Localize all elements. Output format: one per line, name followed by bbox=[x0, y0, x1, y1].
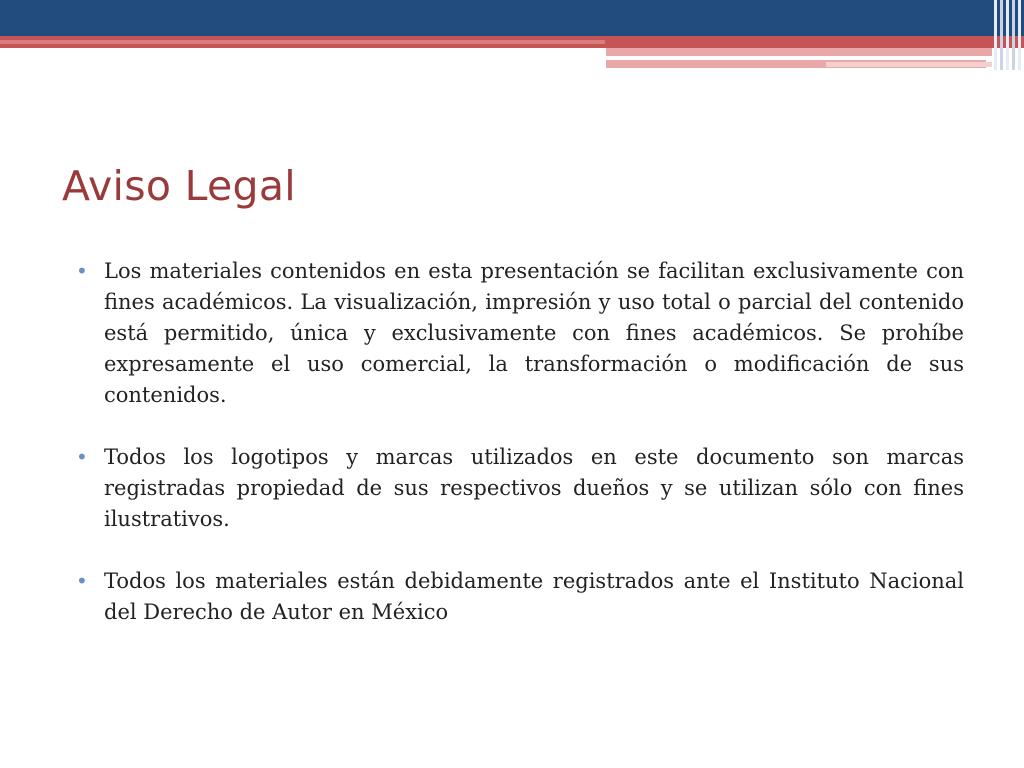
bullet-icon: • bbox=[76, 569, 88, 593]
header-divider bbox=[0, 48, 606, 52]
bullet-text: Todos los materiales están debidamente registrados ante el Instituto Nacional del Derecho de Autor en México bbox=[104, 569, 964, 624]
header-pink-stripe-light bbox=[826, 62, 992, 67]
bullet-text: Los materiales contenidos en esta presentación se facilitan exclusivamente con fines académicos. La visualización, impresión y uso total o parcial del contenido está permitido, única y exclusivamente con fines académicos. Se prohíbe expresamente el uso comercial, la transformación o modificación de sus contenidos. bbox=[104, 259, 964, 407]
header-blue-band bbox=[0, 0, 1024, 36]
header-red-band-highlight bbox=[0, 40, 605, 44]
header-vertical-stripes bbox=[992, 0, 1024, 70]
bullet-item bbox=[76, 256, 964, 411]
bullet-icon: • bbox=[76, 259, 88, 283]
bullet-list bbox=[76, 256, 964, 659]
header-pink-stripe-upper bbox=[606, 48, 992, 56]
bullet-text: Todos los logotipos y marcas utilizados en este documento son marcas registradas propiedad de sus respectivos dueños y se utilizan sólo con fines ilustrativos. bbox=[104, 445, 964, 531]
bullet-item bbox=[76, 566, 964, 628]
slide-title: Aviso Legal bbox=[62, 162, 296, 210]
bullet-item bbox=[76, 442, 964, 535]
bullet-icon: • bbox=[76, 445, 88, 469]
